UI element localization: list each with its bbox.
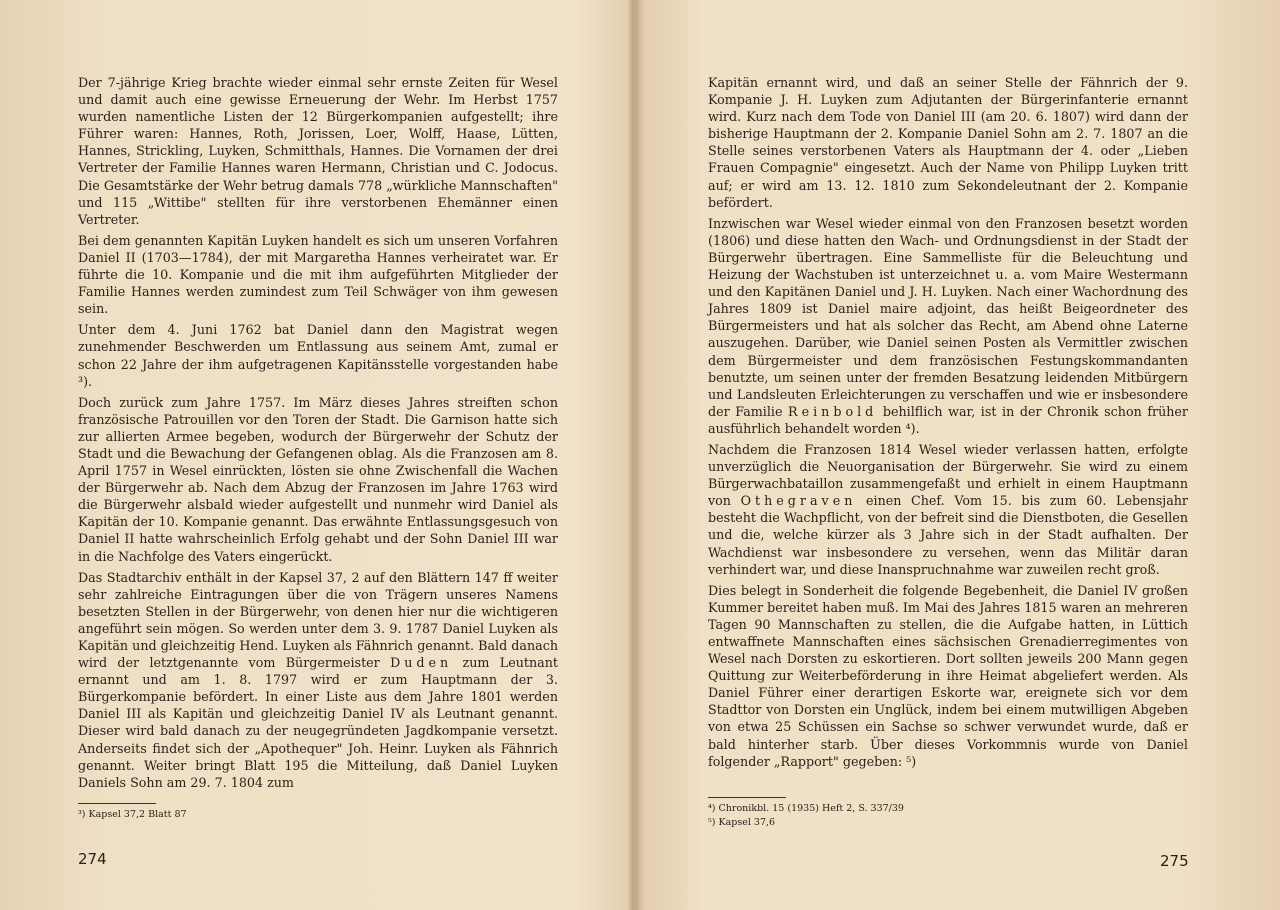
paragraph-r2-text-a: Inzwischen war Wesel wieder einmal von den Franzosen besetzt worden (1806) und diese hatten den Wach- und Ordnungsdienst in der Stadt der Bürgerwehr übertragen. Eine Sammelliste für die Beleuchtung und Heizung der Wachstuben ist unterzeichnet u. a. vom Maire Westermann und den Kapitänen Daniel und J. H. Luyken. Nach einer Wachordnung des Jahres 1809 ist Daniel maire adjoint, das heißt Beigeordneter des Bürgermeisters und hat als solcher das Recht, am Abend ohne Laterne auszugehen. Darüber, wie Daniel seinen Posten als Vermittler zwischen dem Bürgermeister und dem französischen Festungskommandanten benutzte, um seinen unter der fremden Besatzung leidenden Mitbürgern und Landsleuten Erleichterungen zu verschaffen und wie er insbesondere der Familie (708, 215, 1188, 419)
paragraph-r2 (708, 215, 1188, 437)
right-footnotes (708, 797, 1188, 830)
footnote-rule (78, 803, 156, 804)
paragraph-r4: Dies belegt in Sonderheit die folgende Begebenheit, die Daniel IV großen Kummer bereitet haben muß. Im Mai des Jahres 1815 waren an mehreren Tagen 90 Mannschaften zu stellen, die die Aufgabe hatten, in Lüttich entwaffnete Mannschaften eines sächsischen Grenadierregimentes von Wesel nach Dorsten zu eskortieren. Dort sollten jeweils 200 Mann gegen Quittung zur Weiterbeförderung in ihre Heimat abgeliefert werden. Als Daniel Führer einer derartigen Eskorte war, ereignete sich vor dem Stadttor von Dorsten ein Unglück, indem bei einem mutwilligen Abgeben von etwa 25 Schüssen ein Sachse so schwer verwundet wurde, daß er bald hinterher starb. Über dieses Vorkommnis wurde von Daniel folgender „Rapport" gegeben: ⁵) (708, 582, 1188, 769)
paragraph-r2-text-b: behilflich war, ist in der Chronik schon früher ausführlich behandelt worden ⁴). (708, 403, 1188, 436)
name-reinbold: Reinbold (788, 403, 878, 419)
left-footnotes (78, 803, 558, 822)
footnote-rule (708, 797, 786, 798)
paragraph-r3-text-a: Nachdem die Franzosen 1814 Wesel wieder verlassen hatten, erfolgte unverzüglich die Neuorganisation der Bürgerwehr. Sie wird zu einem Bürgerwachbataillon zusammengefaßt und erhielt in einem Hauptmann von (708, 441, 1188, 509)
page-number-left: 274 (78, 850, 107, 868)
paragraph-5 (78, 569, 558, 791)
paragraph-5-text-a: Das Stadtarchiv enthält in der Kapsel 37, 2 auf den Blättern 147 ff weiter sehr zahlreiche Eintragungen über die von Trägern unseres Namens besetzten Stellen in der Bürgerwehr, von denen hier nur die wichtigeren angeführt sein mögen. So werden unter dem 3. 9. 1787 Daniel Luyken als Kapitän und gleichzeitig Hend. Luyken als Fähnrich genannt. Bald danach wird der letztgenannte vom Bürgermeister (78, 569, 558, 671)
paragraph-r3-text-b: einen Chef. Vom 15. bis zum 60. Lebensjahr besteht die Wachpflicht, von der befreit sind die Dienstboten, die Gesellen und die, welche kürzer als 3 Jahre sich in der Stadt aufhalten. Der Wachdienst war insbesondere zu versehen, wenn das Militär daran verhindert war, und diese Inanspruchnahme war zuweilen recht groß. (708, 493, 1188, 577)
paragraph-r1: Kapitän ernannt wird, und daß an seiner Stelle der Fähnrich der 9. Kompanie J. H. Luyken zum Adjutanten der Bürgerinfanterie ernannt wird. Kurz nach dem Tode von Daniel III (am 20. 6. 1807) wird dann der bisherige Hauptmann der 2. Kompanie Daniel Sohn am 2. 7. 1807 an die Stelle seines verstorbenen Vaters als Hauptmann der 4. oder „Lieben Frauen Compagnie" eingesetzt. Auch der Name von Philipp Luyken tritt auf; er wird am 13. 12. 1810 zum Sekondeleutnant der 2. Kompanie befördert. (708, 75, 1188, 210)
paragraph-2: Bei dem genannten Kapitän Luyken handelt es sich um unseren Vorfahren Daniel II (1703—1784), der mit Margaretha Hannes verheiratet war. Er führte die 10. Kompanie und die mit ihm aufgeführten Mitglieder der Familie Hannes werden zumindest zum Teil Schwäger von ihm gewesen sein. (78, 232, 558, 317)
paragraph-r3 (708, 441, 1188, 578)
right-page (708, 74, 1188, 774)
paragraph-3: Unter dem 4. Juni 1762 bat Daniel dann den Magistrat wegen zunehmender Beschwerden um Entlassung aus seinem Amt, zumal er schon 22 Jahre der ihm aufgetragenen Kapitänsstelle vorgestanden habe ³). (78, 322, 558, 389)
footnote-3: ³) Kapsel 37,2 Blatt 87 (78, 809, 187, 820)
paragraph-1: Der 7-jährige Krieg brachte wieder einmal sehr ernste Zeiten für Wesel und damit auch eine gewisse Erneuerung der Wehr. Im Herbst 1757 wurden namentliche Listen der 12 Bürgerkompanien aufgestellt; ihre Führer waren: Hannes, Roth, Jorissen, Loer, Wolff, Haase, Lütten, Hannes, Strickling, Luyken, Schmitthals, Hannes. Die Vornamen der drei Vertreter der Familie Hannes waren Hermann, Christian und C. Jodocus. Die Gesamtstärke der Wehr betrug damals 778 „würkliche Mannschaften" und 115 „Wittibe" stellten für ihre verstorbenen Ehemänner einen Vertreter. (78, 75, 558, 227)
footnote-4: ⁴) Chronikbl. 15 (1935) Heft 2, S. 337/39 (708, 803, 904, 814)
paragraph-5-text-b: zum Leutnant ernannt und am 1. 8. 1797 wird er zum Hauptmann der 3. Bürgerkompanie befördert. In einer Liste aus dem Jahre 1801 werden Daniel III als Kapitän und gleichzeitig Daniel IV als Leutnant genannt. Dieser wird bald danach zu der neugegründeten Jagdkompanie versetzt. Anderseits findet sich der „Apothequer" Joh. Heinr. Luyken als Fähnrich genannt. Weiter bringt Blatt 195 die Mitteilung, daß Daniel Luyken Daniels Sohn am 29. 7. 1804 zum (78, 655, 558, 790)
name-duden: Duden (390, 655, 453, 671)
paragraph-4: Doch zurück zum Jahre 1757. Im März dieses Jahres streiften schon französische Patrouillen vor den Toren der Stadt. Die Garnison hatte sich zur allierten Armee begeben, wodurch der Bürgerwehr der Schutz der Stadt und die Bewachung der Gefangenen oblag. Als die Franzosen am 8. April 1757 in Wesel einrückten, lösten sie ohne Zwischenfall die Wachen der Bürgerwehr ab. Nach dem Abzug der Franzosen im Jahre 1763 wird die Bürgerwehr alsbald wieder aufgestellt und nunmehr wird Daniel als Kapitän der 10. Kompanie genannt. Das erwähnte Entlassungsgesuch von Daniel II hatte wahrscheinlich Erfolg gehabt und der Sohn Daniel III war in die Nachfolge des Vaters eingerückt. (78, 394, 558, 564)
footnote-5: ⁵) Kapsel 37,6 (708, 817, 776, 828)
book-gutter (628, 0, 638, 910)
left-page (78, 74, 558, 795)
name-othegraven: Othegraven (740, 493, 857, 509)
page-number-right: 275 (1160, 852, 1189, 870)
